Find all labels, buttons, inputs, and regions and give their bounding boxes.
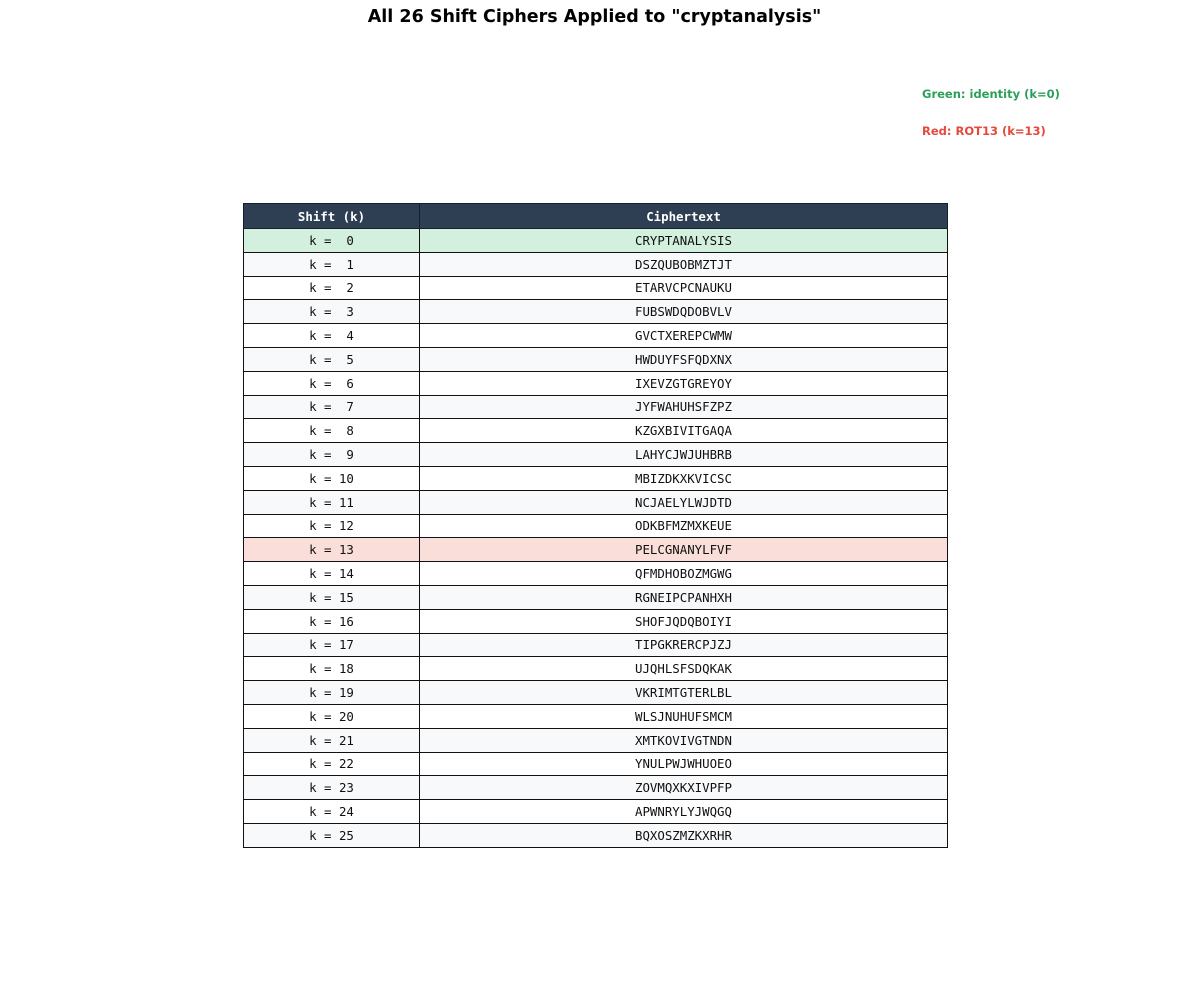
cell-shift-k: k = 6 [244,371,420,395]
table-row [244,752,948,776]
table-row [244,347,948,371]
cell-ciphertext: VKRIMTGTERLBL [420,681,948,705]
table-row [244,229,948,253]
cell-shift-k: k = 2 [244,276,420,300]
cell-shift-k: k = 7 [244,395,420,419]
cell-shift-k: k = 8 [244,419,420,443]
table-row [244,395,948,419]
table-header-row [244,204,948,229]
table-row [244,538,948,562]
table-row [244,324,948,348]
cell-shift-k: k = 5 [244,347,420,371]
cell-shift-k: k = 15 [244,585,420,609]
table-row [244,443,948,467]
cell-ciphertext: QFMDHOBOZMGWG [420,562,948,586]
cell-shift-k: k = 11 [244,490,420,514]
table-row [244,823,948,847]
cell-shift-k: k = 9 [244,443,420,467]
cell-shift-k: k = 0 [244,229,420,253]
table-row [244,562,948,586]
column-header-ciphertext: Ciphertext [420,204,948,229]
page-title: All 26 Shift Ciphers Applied to "cryptanalysis" [367,7,822,27]
cell-ciphertext: CRYPTANALYSIS [420,229,948,253]
cell-ciphertext: NCJAELYLWJDTD [420,490,948,514]
table-row [244,776,948,800]
table-row [244,514,948,538]
cell-ciphertext: WLSJNUHUFSMCM [420,704,948,728]
cell-ciphertext: APWNRYLYJWQGQ [420,800,948,824]
cell-ciphertext: UJQHLSFSDQKAK [420,657,948,681]
cell-shift-k: k = 25 [244,823,420,847]
cipher-table-container [243,203,947,848]
table-row [244,252,948,276]
table-header [244,204,948,229]
table-row [244,609,948,633]
cell-ciphertext: ETARVCPCNAUKU [420,276,948,300]
cell-shift-k: k = 4 [244,324,420,348]
cell-shift-k: k = 3 [244,300,420,324]
table-row [244,800,948,824]
legend-note-green: Green: identity (k=0) [922,87,1060,101]
legend-note-red: Red: ROT13 (k=13) [922,124,1046,138]
cell-shift-k: k = 22 [244,752,420,776]
cell-shift-k: k = 14 [244,562,420,586]
cell-ciphertext: BQXOSZMZKXRHR [420,823,948,847]
cell-ciphertext: FUBSWDQDOBVLV [420,300,948,324]
table-row [244,633,948,657]
cell-shift-k: k = 17 [244,633,420,657]
table-row [244,466,948,490]
cell-shift-k: k = 23 [244,776,420,800]
cell-ciphertext: JYFWAHUHSFZPZ [420,395,948,419]
cell-ciphertext: MBIZDKXKVICSC [420,466,948,490]
cell-ciphertext: DSZQUBOBMZTJT [420,252,948,276]
cell-shift-k: k = 18 [244,657,420,681]
cell-shift-k: k = 19 [244,681,420,705]
cell-ciphertext: ZOVMQXKXIVPFP [420,776,948,800]
cell-shift-k: k = 13 [244,538,420,562]
table-row [244,300,948,324]
table-row [244,585,948,609]
cell-shift-k: k = 21 [244,728,420,752]
cell-ciphertext: RGNEIPCPANHXH [420,585,948,609]
cell-shift-k: k = 10 [244,466,420,490]
cell-ciphertext: GVCTXEREPCWMW [420,324,948,348]
table-row [244,657,948,681]
table-row [244,371,948,395]
table-row [244,681,948,705]
cell-ciphertext: PELCGNANYLFVF [420,538,948,562]
table-body [244,229,948,848]
cell-shift-k: k = 12 [244,514,420,538]
cell-ciphertext: XMTKOVIVGTNDN [420,728,948,752]
cell-shift-k: k = 1 [244,252,420,276]
cell-ciphertext: KZGXBIVITGAQA [420,419,948,443]
cell-ciphertext: IXEVZGTGREYOY [420,371,948,395]
column-header-shift: Shift (k) [244,204,420,229]
cell-ciphertext: ODKBFMZMXKEUE [420,514,948,538]
table-row [244,490,948,514]
cell-shift-k: k = 20 [244,704,420,728]
cell-ciphertext: SHOFJQDQBOIYI [420,609,948,633]
table-row [244,276,948,300]
cell-shift-k: k = 16 [244,609,420,633]
table-row [244,704,948,728]
cell-shift-k: k = 24 [244,800,420,824]
shift-cipher-table [243,203,948,848]
cell-ciphertext: TIPGKRERCPJZJ [420,633,948,657]
table-row [244,419,948,443]
cell-ciphertext: LAHYCJWJUHBRB [420,443,948,467]
cell-ciphertext: HWDUYFSFQDXNX [420,347,948,371]
cell-ciphertext: YNULPWJWHUOEO [420,752,948,776]
table-row [244,728,948,752]
